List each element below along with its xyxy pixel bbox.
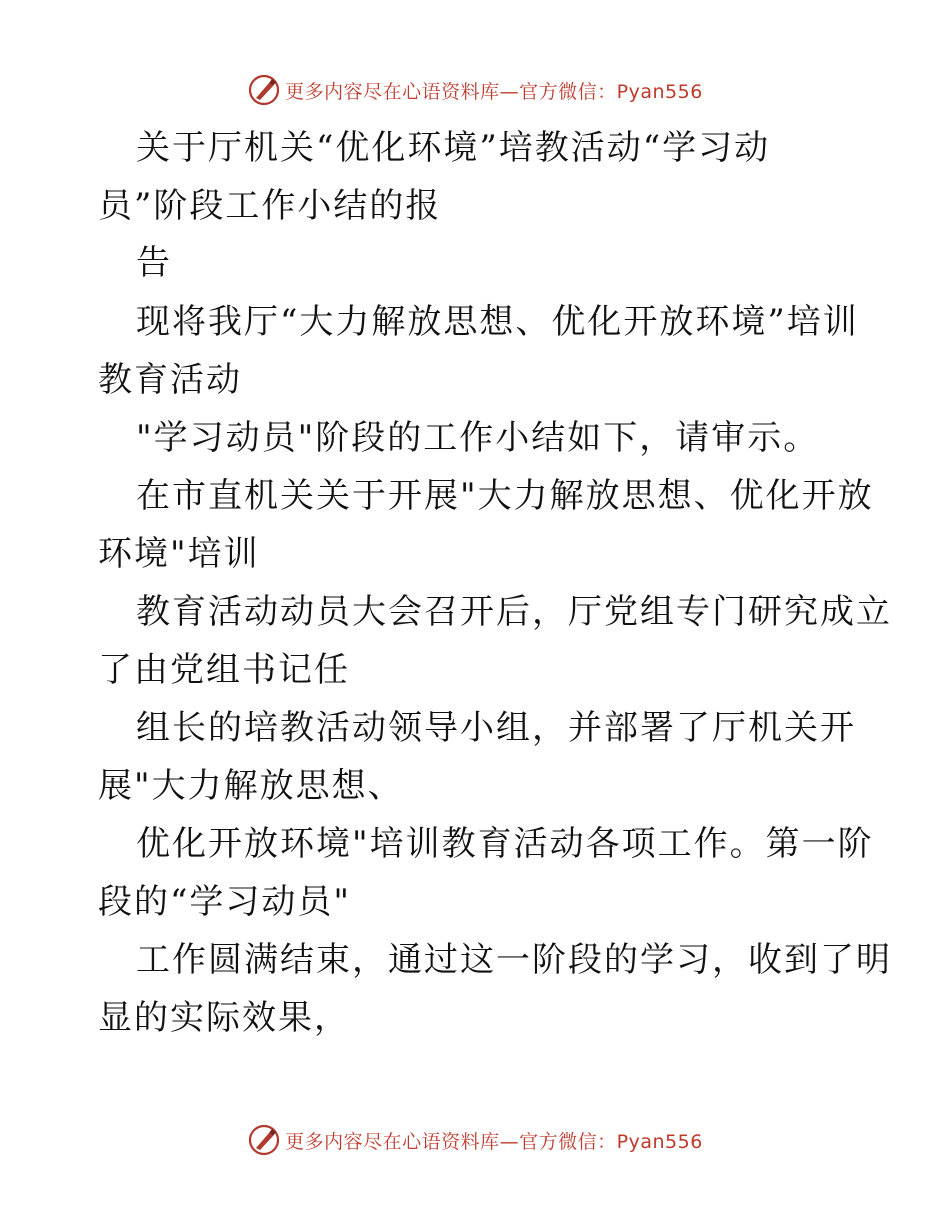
doc-line: 关于厅机关“优化环境”培教活动“学习动 [136, 128, 771, 168]
doc-line: 工作圆满结束，通过这一阶段的学习，收到了明 [136, 940, 892, 980]
doc-line: 教育活动 [98, 360, 242, 400]
doc-line: 了由党组书记任 [98, 650, 350, 690]
doc-line: 在市直机关关于开展"大力解放思想、优化开放 [136, 476, 874, 516]
pen-logo-icon [247, 73, 281, 107]
doc-line: 显的实际效果， [98, 998, 350, 1038]
watermark-banner-top [0, 70, 950, 110]
doc-line: 教育活动动员大会召开后，厅党组专门研究成立 [136, 592, 892, 632]
watermark-text: 更多内容尽在心语资料库—官方微信：Pyan556 [285, 1130, 703, 1153]
doc-line: 优化开放环境"培训教育活动各项工作。第一阶 [136, 824, 874, 864]
doc-line: 员”阶段工作小结的报 [98, 186, 442, 226]
doc-line: 组长的培教活动领导小组，并部署了厅机关开 [136, 708, 856, 748]
doc-line: 告 [136, 243, 172, 283]
doc-line: 展"大力解放思想、 [98, 766, 404, 806]
watermark-banner-bottom [0, 1120, 950, 1160]
watermark-text: 更多内容尽在心语资料库—官方微信：Pyan556 [285, 80, 703, 103]
doc-line: "学习动员"阶段的工作小结如下，请审示。 [136, 418, 820, 458]
doc-line: 环境"培训 [98, 534, 260, 574]
pen-logo-icon [247, 1123, 281, 1157]
doc-line: 现将我厅“大力解放思想、优化开放环境”培训 [136, 302, 859, 342]
doc-line: 段的“学习动员" [98, 882, 352, 922]
